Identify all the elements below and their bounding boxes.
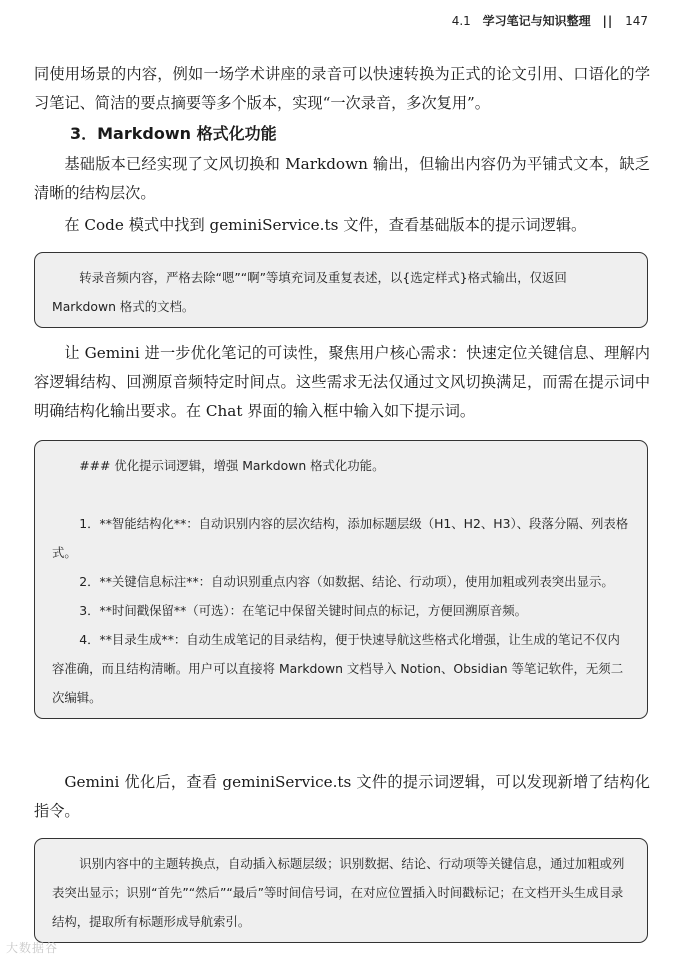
chapter-title: 学习笔记与知识整理 xyxy=(482,14,591,28)
prompt-item: 2．**关键信息标注**：自动识别重点内容（如数据、结论、行动项），使用加粗或列表突出显示。 xyxy=(79,574,614,589)
paragraph-basic: 基础版本已经实现了文风切换和 Markdown 输出，但输出内容仍为平铺式文本，缺乏清晰的结构层次。 xyxy=(34,155,650,202)
prompt-item: 1．**智能结构化**：自动识别内容的层次结构，添加标题层级（H1、H2、H3）、段落分隔、列表格式。 xyxy=(52,516,629,560)
header-separator: || xyxy=(602,14,614,28)
paragraph-top: 同使用场景的内容，例如一场学术讲座的录音可以快速转换为正式的论文引用、口语化的学习笔记、简洁的要点摘要等多个版本，实现“一次录音，多次复用”。 xyxy=(34,65,650,112)
watermark-text: 大数据谷 xyxy=(6,941,59,955)
section-number: 4.1 xyxy=(451,14,471,28)
section-heading: 3．Markdown 格式化功能 xyxy=(70,124,277,143)
paragraph-after: Gemini 优化后，查看 geminiService.ts 文件的提示词逻辑，可以发现新增了结构化指令。 xyxy=(34,773,650,820)
prompt-item: 3．**时间戳保留**（可选）：在笔记中保留关键时间点的标记，方便回溯原音频。 xyxy=(79,603,528,618)
prompt-box-optimize xyxy=(34,440,648,719)
prompt-text: 转录音频内容，严格去除“嗯”“啊”等填充词及重复表述，以{选定样式}格式输出，仅返回 Markdown 格式的文档。 xyxy=(52,270,567,314)
prompt-title: ### 优化提示词逻辑，增强 Markdown 格式化功能。 xyxy=(79,458,385,473)
running-header xyxy=(452,12,648,29)
paragraph-code: 在 Code 模式中找到 geminiService.ts 文件，查看基础版本的提示词逻辑。 xyxy=(64,216,587,234)
paragraph-gemini: 让 Gemini 进一步优化笔记的可读性，聚焦用户核心需求：快速定位关键信息、理解内容逻辑结构、回溯原音频特定时间点。这些需求无法仅通过文风切换满足，而需在提示词中明确结构化输出要求。在 Chat 界面的输入框中输入如下提示词。 xyxy=(34,344,650,420)
prompt-box-structured xyxy=(34,838,648,943)
prompt-text: 识别内容中的主题转换点，自动插入标题层级；识别数据、结论、行动项等关键信息，通过加粗或列表突出显示；识别“首先”“然后”“最后”等时间信号词，在对应位置插入时间戳标记；在文档开头生成目录结构，提取所有标题形成导航索引。 xyxy=(52,856,625,929)
page-number: 147 xyxy=(625,14,648,28)
prompt-box-basic xyxy=(34,252,648,328)
prompt-item: 4．**目录生成**：自动生成笔记的目录结构，便于快速导航这些格式化增强，让生成的笔记不仅内容准确，而且结构清晰。用户可以直接将 Markdown 文档导入 Notion、Obsidian 等笔记软件，无须二次编辑。 xyxy=(52,632,624,705)
watermark xyxy=(6,939,58,956)
